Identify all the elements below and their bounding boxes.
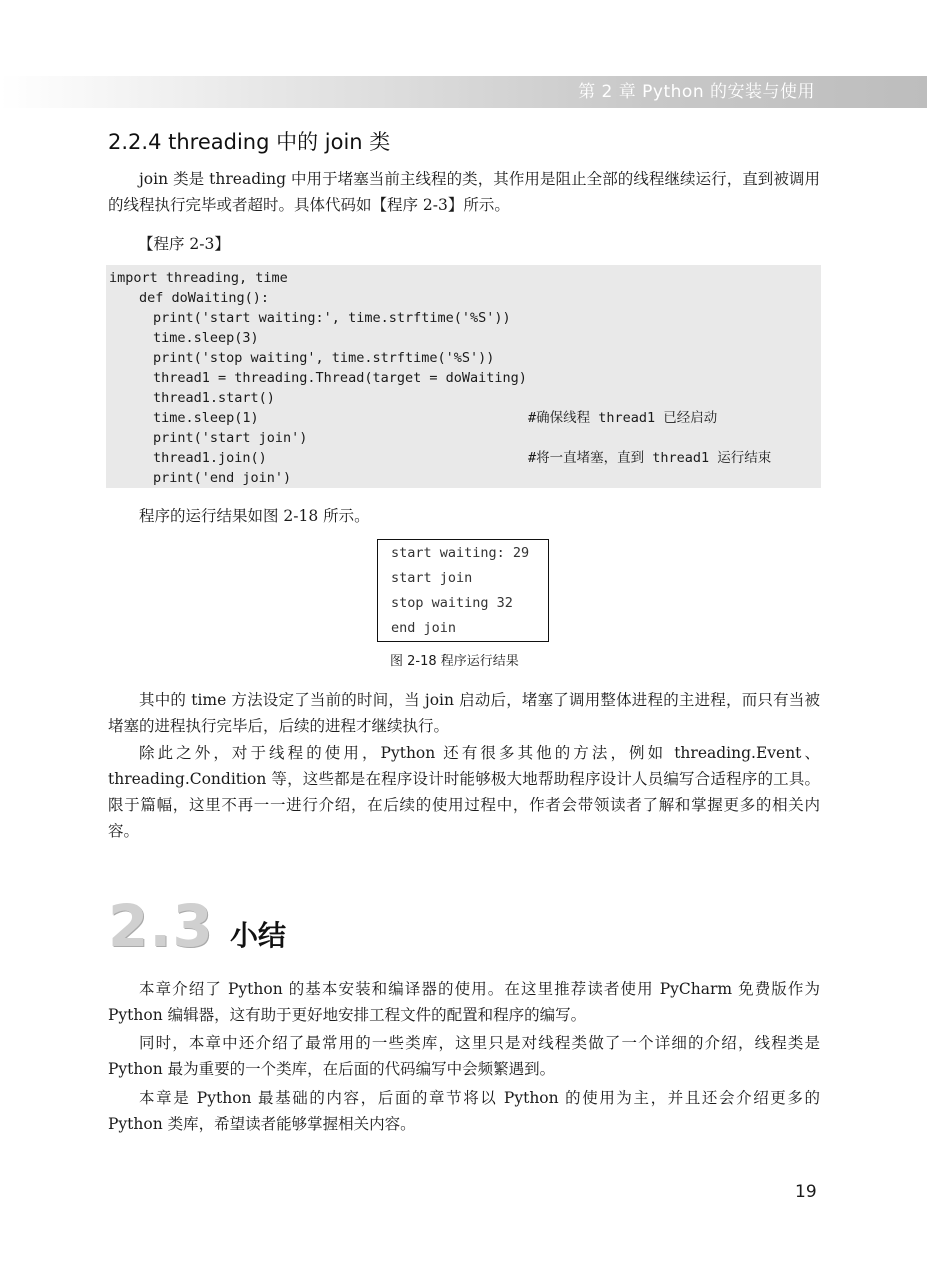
- result-line: stop waiting 32: [391, 595, 513, 611]
- code-line: print('start waiting:', time.strftime('%S')): [153, 310, 511, 326]
- result-output-box: [377, 539, 549, 642]
- code-comment: #将一直堵塞，直到 thread1 运行结束: [528, 450, 772, 466]
- chapter-header: 第 2 章 Python 的安装与使用: [578, 82, 815, 102]
- summary-paragraph-2: 同时，本章中还介绍了最常用的一些类库，这里只是对线程类做了一个详细的介绍，线程类是 Python 最为重要的一个类库，在后面的代码编写中会频繁遇到。: [108, 1034, 820, 1078]
- code-line: thread1.join(): [153, 450, 267, 466]
- code-line: print('end join'): [153, 470, 292, 486]
- summary-paragraph-1: 本章介绍了 Python 的基本安装和编译器的使用。在这里推荐读者使用 PyCharm 免费版作为 Python 编辑器，这有助于更好地安排工程文件的配置和程序的编写。: [108, 980, 820, 1024]
- code-line: time.sleep(3): [153, 330, 259, 346]
- code-line: def doWaiting():: [139, 290, 270, 306]
- section-title: 2.2.4 threading 中的 join 类: [108, 130, 391, 154]
- result-intro-paragraph: 程序的运行结果如图 2-18 所示。: [139, 507, 370, 525]
- code-line: print('start join'): [153, 430, 308, 446]
- page-number: 19: [795, 1182, 817, 1202]
- explain-paragraph-2: 除此之外，对于线程的使用，Python 还有很多其他的方法，例如 threading.Event、threading.Condition 等，这些都是在程序设计时能够极大地帮助程序设计人员编写合适程序的工具。限于篇幅，这里不再一一进行介绍，在后续的使用过程中，作者会带领读者了解和掌握更多的相关内容。: [108, 744, 820, 840]
- summary-paragraph-3: 本章是 Python 最基础的内容，后面的章节将以 Python 的使用为主，并且还会介绍更多的 Python 类库，希望读者能够掌握相关内容。: [108, 1089, 820, 1133]
- code-line: time.sleep(1): [153, 410, 259, 426]
- result-line: start waiting: 29: [391, 545, 530, 561]
- result-line: end join: [391, 620, 457, 636]
- figure-caption: 图 2-18 程序运行结果: [390, 654, 519, 669]
- program-label: 【程序 2-3】: [138, 235, 230, 253]
- code-comment: #确保线程 thread1 已经启动: [528, 410, 718, 426]
- result-line: start join: [391, 570, 473, 586]
- code-line: thread1 = threading.Thread(target = doWaiting): [153, 370, 527, 386]
- intro-paragraph: join 类是 threading 中用于堵塞当前主线程的类，其作用是阻止全部的线程继续运行，直到被调用的线程执行完毕或者超时。具体代码如【程序 2-3】所示。: [108, 170, 820, 214]
- summary-section-number: 2.3: [108, 892, 214, 960]
- explain-paragraph-1: 其中的 time 方法设定了当前的时间，当 join 启动后，堵塞了调用整体进程的主进程，而只有当被堵塞的进程执行完毕后，后续的进程才继续执行。: [108, 691, 820, 735]
- code-line: thread1.start(): [153, 390, 275, 406]
- summary-section-title: 小结: [230, 919, 287, 952]
- code-block: [106, 265, 821, 488]
- code-line: print('stop waiting', time.strftime('%S')): [153, 350, 495, 366]
- code-line: import threading, time: [109, 270, 288, 286]
